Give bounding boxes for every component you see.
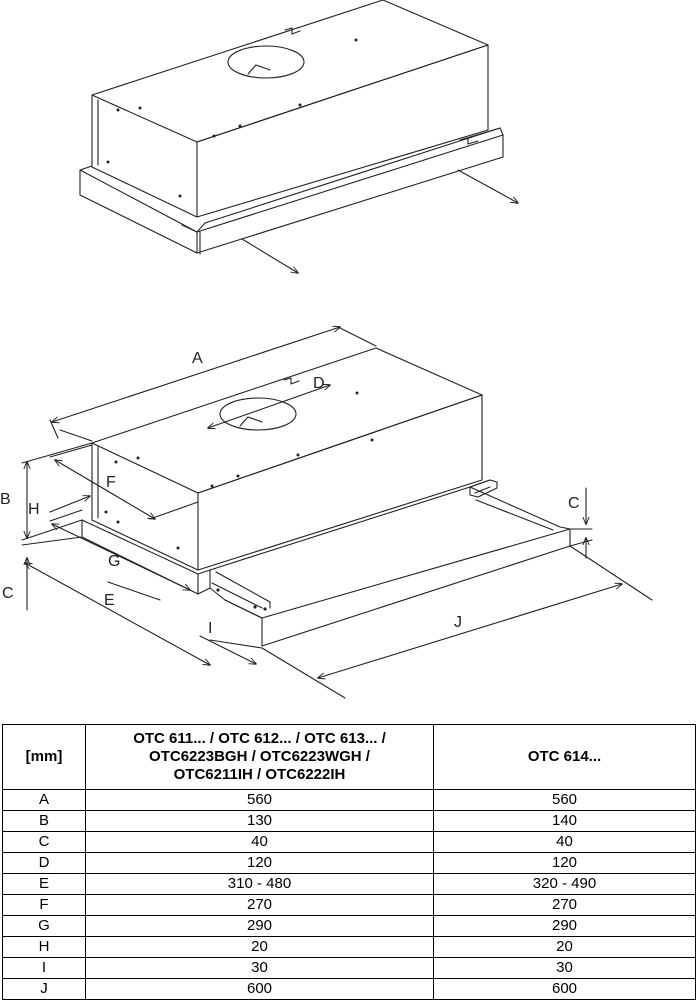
cell-value-model-2: 30 (434, 958, 696, 979)
cell-dimension: I (3, 958, 86, 979)
cell-value-model-1: 120 (86, 853, 434, 874)
cell-value-model-1: 310 - 480 (86, 874, 434, 895)
cell-dimension: B (3, 811, 86, 832)
dim-label-c-left: C (2, 585, 14, 602)
cell-value-model-2: 600 (434, 979, 696, 1000)
table-row (3, 853, 696, 874)
cell-dimension: C (3, 832, 86, 853)
table-header-row (3, 725, 696, 790)
cell-value-model-1: 30 (86, 958, 434, 979)
dim-label-j: J (454, 614, 462, 631)
cell-dimension: J (3, 979, 86, 1000)
table-row (3, 832, 696, 853)
cell-dimension: E (3, 874, 86, 895)
model-line-3: OTC6211IH / OTC6222IH (173, 766, 346, 783)
cell-value-model-1: 130 (86, 811, 434, 832)
header-unit: [mm] (3, 725, 86, 790)
cell-value-model-2: 290 (434, 916, 696, 937)
table-row (3, 811, 696, 832)
fan-opening-top (228, 46, 304, 78)
table-row (3, 790, 696, 811)
cell-value-model-2: 40 (434, 832, 696, 853)
cell-dimension: H (3, 937, 86, 958)
table-row (3, 874, 696, 895)
dim-label-i: I (208, 620, 213, 637)
hood-illustration-top (80, 0, 518, 273)
cell-value-model-2: 120 (434, 853, 696, 874)
fan-opening (220, 398, 296, 430)
table-row (3, 916, 696, 937)
dim-label-f: F (106, 474, 116, 491)
hood-illustration-dimensioned (0, 327, 652, 698)
model-line-2: OTC6223BGH / OTC6223WGH / (149, 748, 370, 765)
cell-value-model-2: 140 (434, 811, 696, 832)
dim-label-e: E (104, 592, 115, 609)
cell-value-model-2: 560 (434, 790, 696, 811)
model-line-1: OTC 611... / OTC 612... / OTC 613... / (133, 730, 386, 747)
table-row (3, 958, 696, 979)
cell-value-model-1: 560 (86, 790, 434, 811)
cell-value-model-2: 320 - 490 (434, 874, 696, 895)
cell-value-model-1: 40 (86, 832, 434, 853)
table-row (3, 979, 696, 1000)
cell-value-model-2: 270 (434, 895, 696, 916)
cell-value-model-2: 20 (434, 937, 696, 958)
cell-dimension: A (3, 790, 86, 811)
cell-value-model-1: 290 (86, 916, 434, 937)
cell-dimension: G (3, 916, 86, 937)
header-model-group-2: OTC 614... (434, 725, 696, 790)
dim-label-d: D (313, 375, 325, 392)
dim-label-h: H (28, 501, 40, 518)
cell-dimension: D (3, 853, 86, 874)
dim-label-b: B (0, 491, 11, 508)
cell-value-model-1: 20 (86, 937, 434, 958)
dimensions-table (2, 724, 696, 1000)
table-row (3, 895, 696, 916)
dim-label-g: G (108, 553, 121, 570)
table-row (3, 937, 696, 958)
cell-value-model-1: 270 (86, 895, 434, 916)
cell-dimension: F (3, 895, 86, 916)
dim-label-c-right: C (568, 495, 580, 512)
header-model-group-1 (86, 725, 434, 790)
cell-value-model-1: 600 (86, 979, 434, 1000)
dim-label-a: A (192, 350, 203, 367)
